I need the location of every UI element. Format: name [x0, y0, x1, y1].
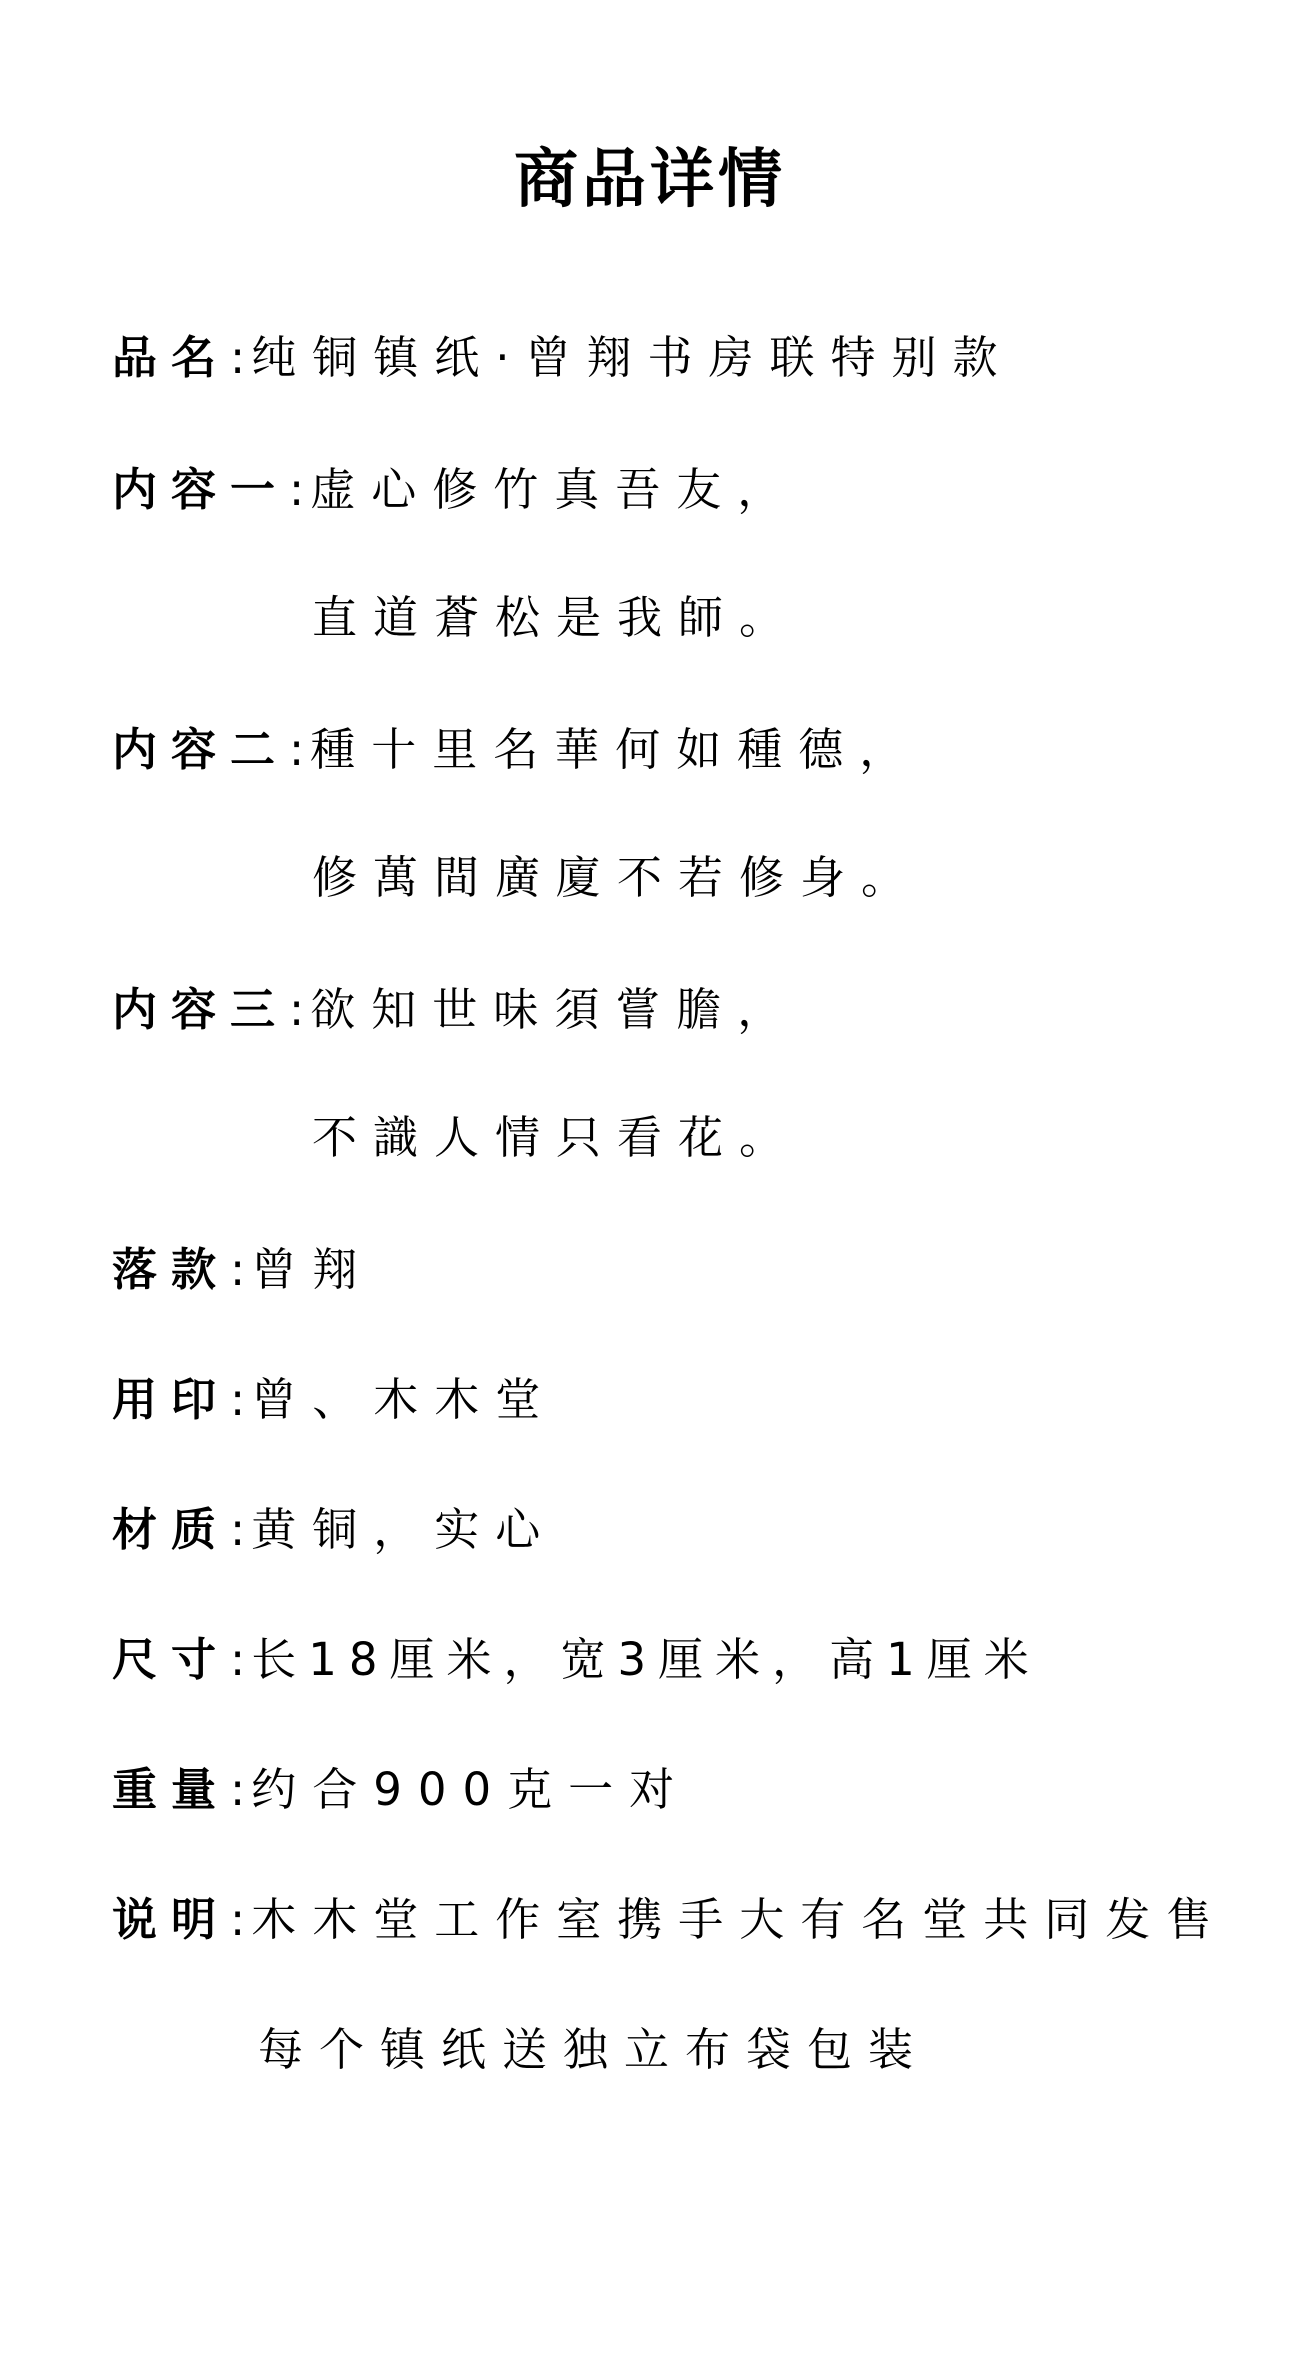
field-note-line1: 木木堂工作室携手大有名堂共同发售 — [251, 1893, 1228, 1946]
field-weight-colon: : — [230, 1763, 246, 1816]
field-material — [112, 1498, 556, 1562]
field-name — [112, 326, 1014, 390]
field-content1-colon: : — [289, 463, 305, 516]
field-content3-line1: 欲知世味須嘗膽， — [310, 983, 799, 1036]
field-signature-label: 落款 — [112, 1243, 231, 1296]
field-note-line2: 每个镇纸送独立布袋包装 — [258, 2023, 930, 2076]
field-content2 — [112, 718, 920, 782]
field-size-label: 尺寸 — [112, 1633, 231, 1686]
field-seal-label: 用印 — [112, 1373, 231, 1426]
page-title: 商品详情 — [514, 143, 786, 217]
field-weight-value: 约合900克一对 — [251, 1763, 691, 1816]
field-weight-label: 重量 — [112, 1763, 231, 1816]
field-signature-colon: : — [230, 1243, 246, 1296]
field-content3-label: 内容三 — [112, 983, 290, 1036]
field-name-value: 纯铜镇纸·曾翔书房联特别款 — [251, 331, 1014, 384]
field-signature — [112, 1238, 373, 1302]
field-material-value: 黄铜，实心 — [251, 1503, 557, 1556]
field-material-label: 材质 — [112, 1503, 231, 1556]
field-note-label: 说明 — [112, 1893, 231, 1946]
field-size-colon: : — [230, 1633, 246, 1686]
field-note — [112, 1888, 1227, 1952]
field-content1-line2: 直道蒼松是我師。 — [312, 591, 801, 644]
field-note-colon: : — [230, 1893, 246, 1946]
field-signature-value: 曾翔 — [251, 1243, 374, 1296]
field-content3-colon: : — [289, 983, 305, 1036]
field-content1-line1: 虚心修竹真吾友， — [310, 463, 799, 516]
field-content2-label: 内容二 — [112, 723, 290, 776]
field-material-colon: : — [230, 1503, 246, 1556]
field-name-label: 品名 — [112, 331, 231, 384]
field-seal-value: 曾、木木堂 — [251, 1373, 557, 1426]
field-weight — [112, 1758, 690, 1822]
field-seal-colon: : — [230, 1373, 246, 1426]
field-content1-label: 内容一 — [112, 463, 290, 516]
field-size-value: 长18厘米，宽3厘米，高1厘米 — [251, 1633, 1041, 1686]
field-seal — [112, 1368, 556, 1432]
field-name-colon: : — [230, 331, 246, 384]
field-content1 — [112, 458, 798, 522]
field-content3 — [112, 978, 798, 1042]
field-content2-colon: : — [289, 723, 305, 776]
field-content2-line2: 修萬間廣廈不若修身。 — [312, 851, 923, 904]
field-size — [112, 1628, 1041, 1692]
field-content2-line1: 種十里名華何如種德， — [310, 723, 921, 776]
field-content3-line2: 不識人情只看花。 — [312, 1111, 801, 1164]
